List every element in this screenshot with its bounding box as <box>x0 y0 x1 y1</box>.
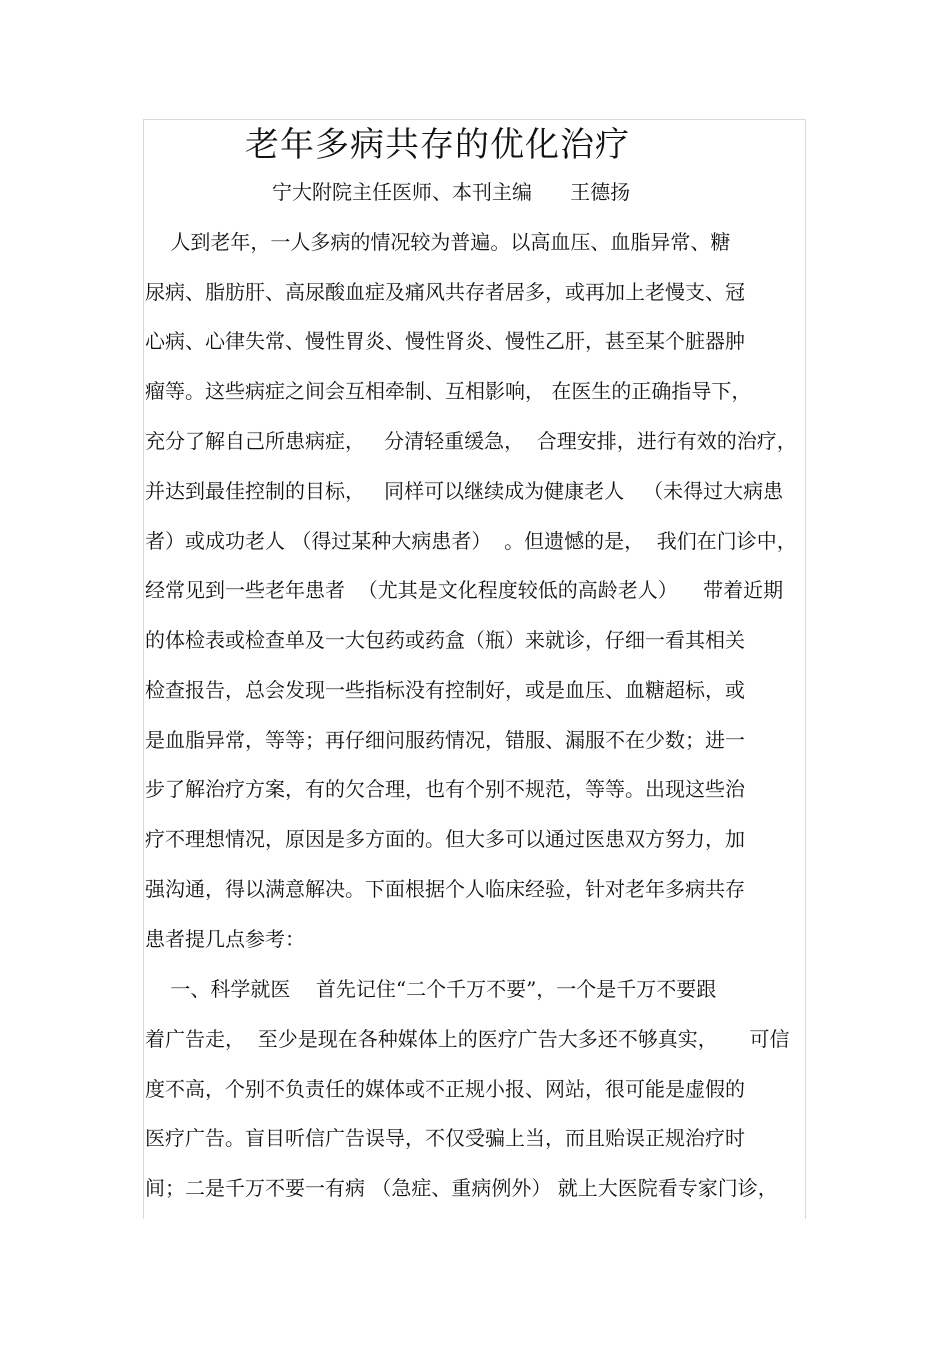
body-line-1: 人到老年，一人多病的情况较为普遍。以高血压、血脂异常、糖 <box>145 230 731 254</box>
body-line-5: 充分了解自己所患病症， 分清轻重缓急， 合理安排，进行有效的治疗， <box>145 429 797 453</box>
body-line-4: 瘤等。这些病症之间会互相牵制、互相影响， 在医生的正确指导下， <box>145 379 752 403</box>
body-line-7: 者）或成功老人 （得过某种大病患者） 。但遗憾的是， 我们在门诊中， <box>145 529 797 553</box>
body-line-15: 患者提几点参考： <box>145 927 305 951</box>
body-line-8: 经常见到一些老年患者 （尤其是文化程度较低的高龄老人） 带着近期 <box>145 578 784 602</box>
body-line-10: 检查报告，总会发现一些指标没有控制好，或是血压、血糖超标，或 <box>145 678 745 702</box>
body-line-12: 步了解治疗方案，有的欠合理，也有个别不规范，等等。出现这些治 <box>145 777 745 801</box>
body-line-16: 一、科学就医 首先记住“二个千万不要”，一个是千万不要跟 <box>145 977 717 1001</box>
author-byline: 宁大附院主任医师、本刊主编 王德扬 <box>272 180 631 204</box>
body-line-9: 的体检表或检查单及一大包药或药盒（瓶）来就诊，仔细一看其相关 <box>145 628 745 652</box>
body-line-3: 心病、心律失常、慢性胃炎、慢性肾炎、慢性乙肝，甚至某个脏器肿 <box>145 329 745 353</box>
body-line-6: 并达到最佳控制的目标， 同样可以继续成为健康老人 （未得过大病患 <box>145 479 784 503</box>
body-line-17: 着广告走， 至少是现在各种媒体上的医疗广告大多还不够真实， 可信 <box>145 1027 790 1051</box>
body-line-18: 度不高，个别不负责任的媒体或不正规小报、网站，很可能是虚假的 <box>145 1077 745 1101</box>
body-line-19: 医疗广告。盲目听信广告误导，不仅受骗上当，而且贻误正规治疗时 <box>145 1126 745 1150</box>
body-line-13: 疗不理想情况，原因是多方面的。但大多可以通过医患双方努力，加 <box>145 827 745 851</box>
document-title: 老年多病共存的优化治疗 <box>245 125 630 165</box>
body-line-11: 是血脂异常，等等；再仔细问服药情况，错服、漏服不在少数；进一 <box>145 728 745 752</box>
body-line-20: 间；二是千万不要一有病 （急症、重病例外） 就上大医院看专家门诊， <box>145 1176 778 1200</box>
body-line-2: 尿病、脂肪肝、高尿酸血症及痛风共存者居多，或再加上老慢支、冠 <box>145 280 745 304</box>
body-line-14: 强沟通，得以满意解决。下面根据个人临床经验，针对老年多病共存 <box>145 877 745 901</box>
